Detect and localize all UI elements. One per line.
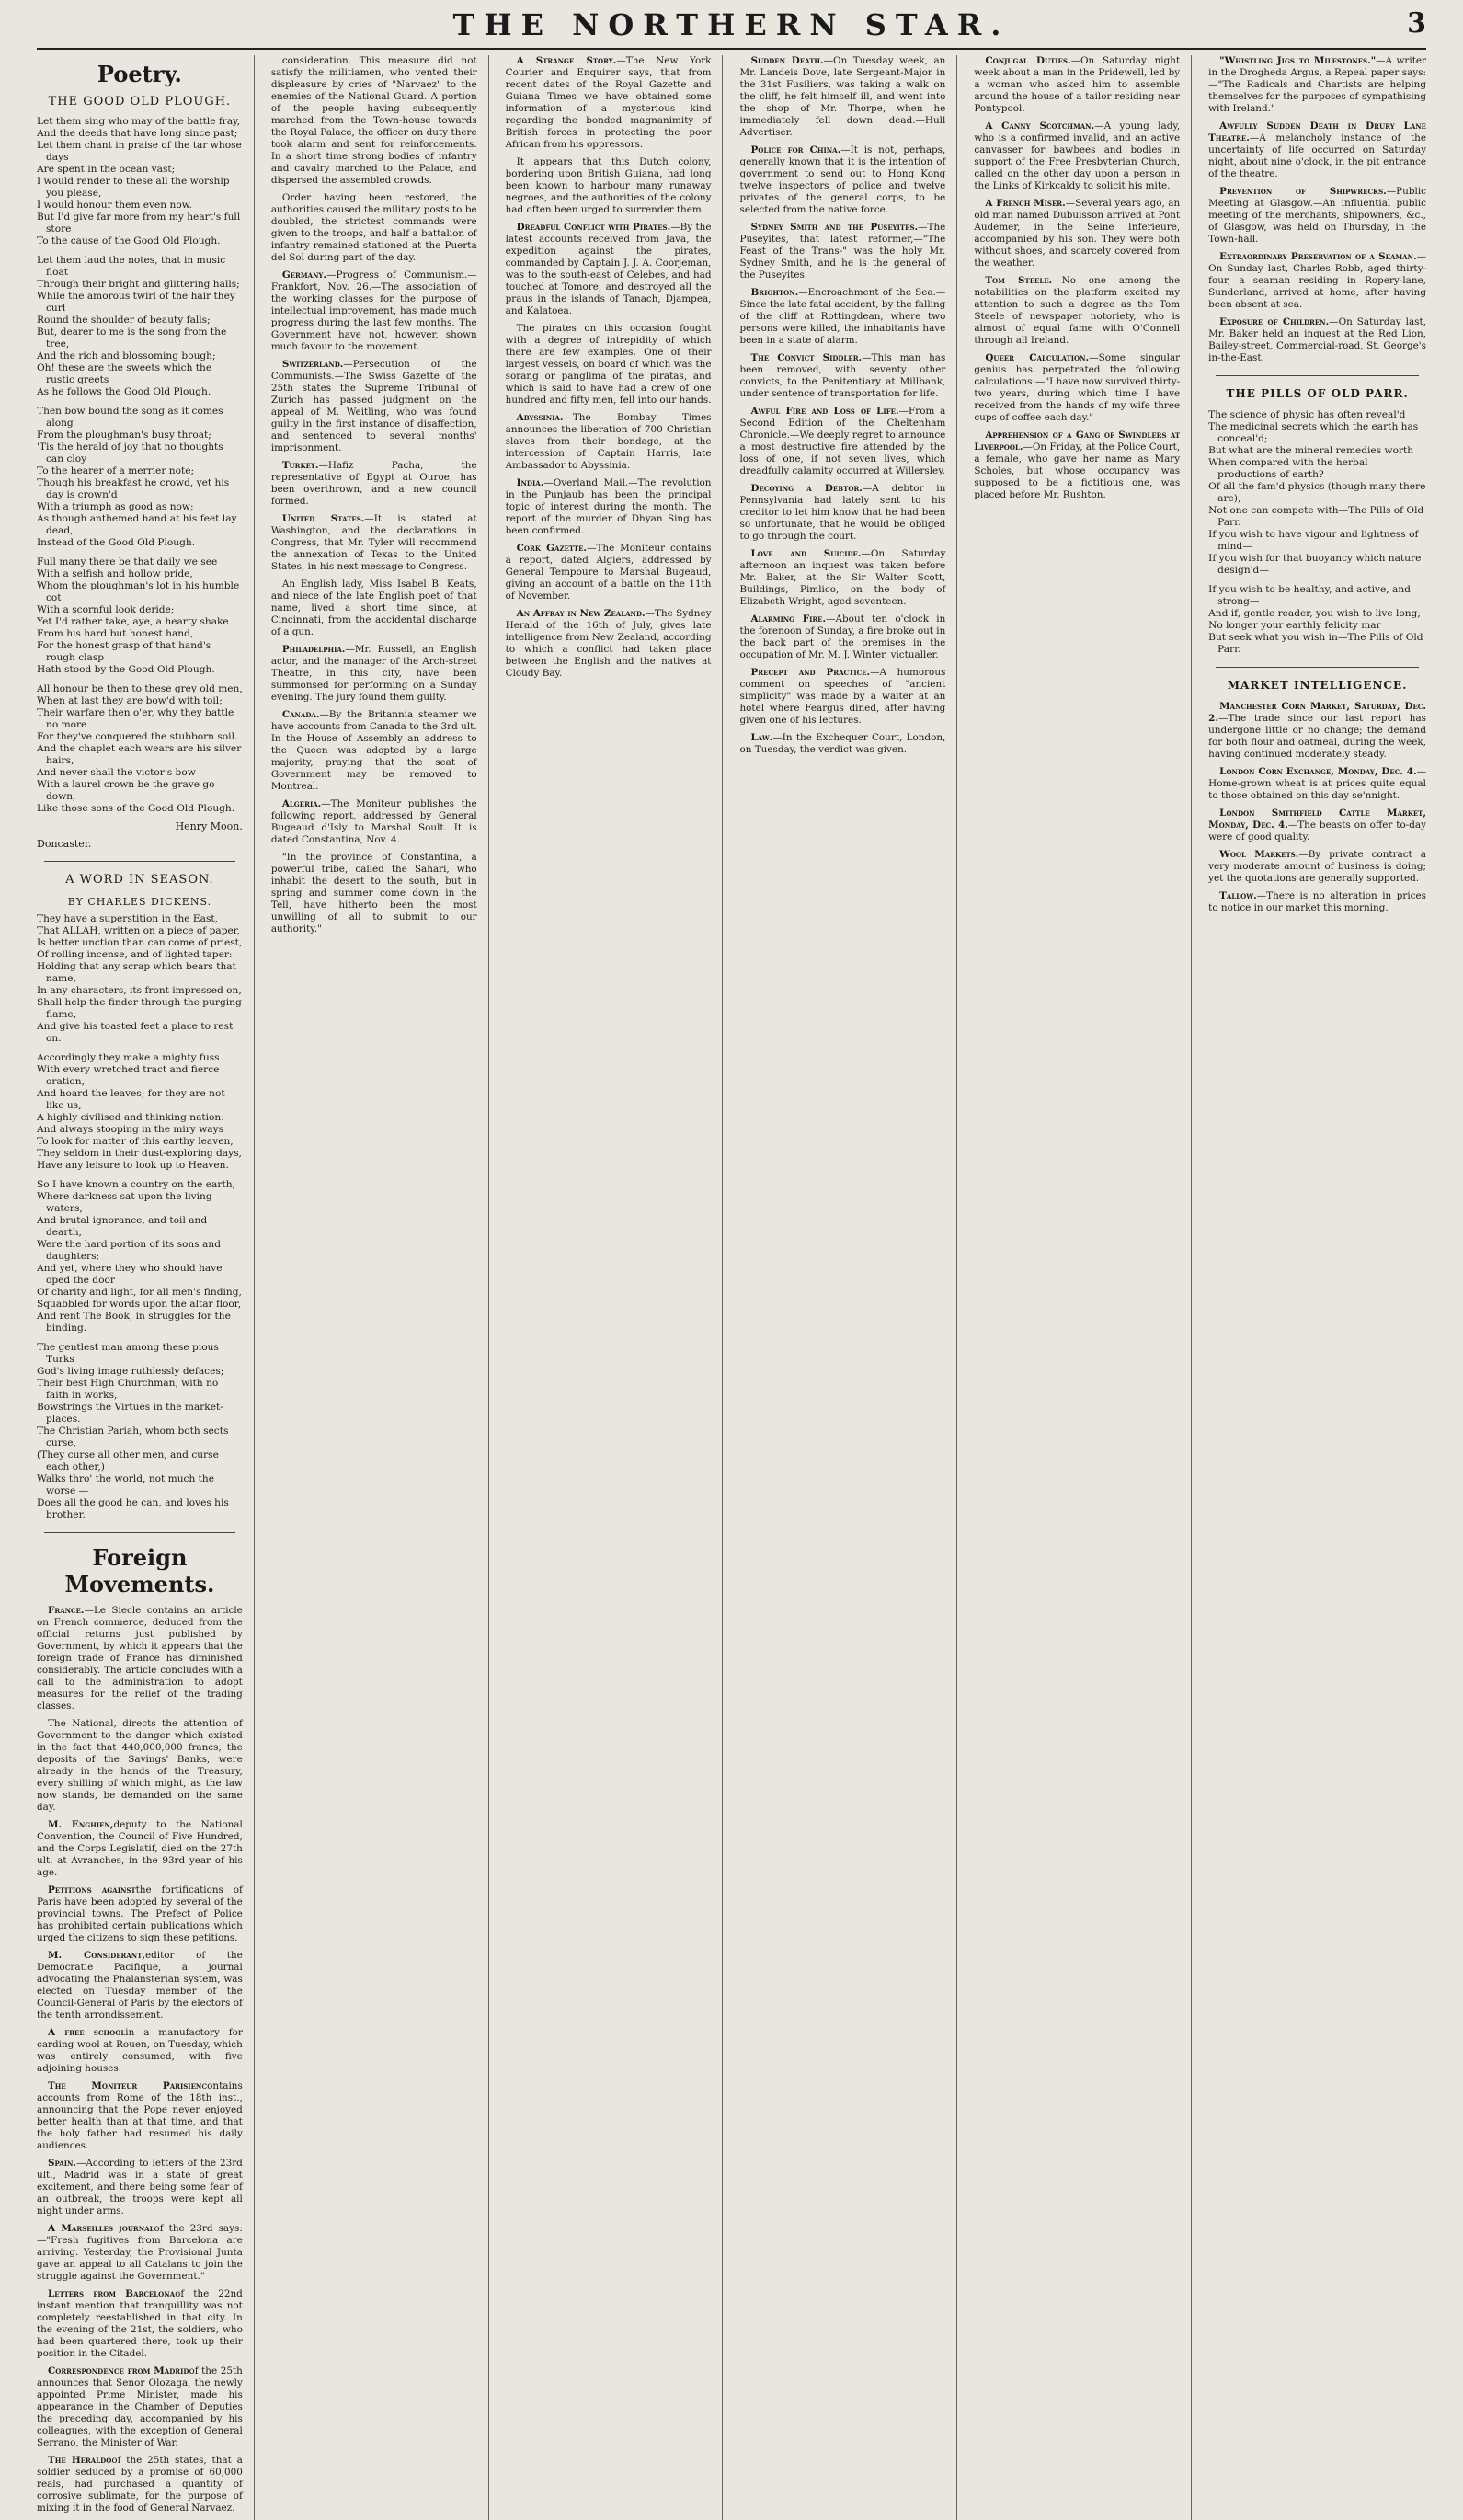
news-paragraph bbox=[974, 275, 1180, 347]
paragraph-lead: Philadelphia. bbox=[281, 644, 346, 655]
news-paragraph bbox=[271, 709, 477, 793]
poem-line: Walks thro' the world, not much the worse — bbox=[37, 1473, 214, 1496]
paragraph-lead: France. bbox=[48, 1605, 85, 1616]
news-paragraph bbox=[739, 483, 945, 543]
poem-line: The science of physic has often reveal'd bbox=[1208, 409, 1406, 420]
news-paragraph bbox=[1208, 808, 1426, 843]
poem-line: Whom the ploughman's lot in his humble cot bbox=[37, 580, 240, 603]
poem-line: Like those sons of the Good Old Plough. bbox=[37, 803, 235, 814]
poem-line: Let them sing who may of the battle fray, bbox=[37, 116, 241, 127]
poem-line: But what are the mineral remedies worth bbox=[1208, 445, 1414, 456]
poem-title: THE GOOD OLD PLOUGH. bbox=[48, 95, 232, 109]
poem-line: To the cause of the Good Old Plough. bbox=[37, 235, 221, 246]
columns bbox=[37, 55, 1426, 2514]
poem-line: No longer your earthly felicity mar bbox=[1208, 620, 1381, 631]
poem-line: As though anthemed hand at his feet lay dead, bbox=[37, 513, 237, 536]
paragraph-lead: London Smithfield Cattle Market, Monday, Dec. 4. bbox=[1208, 808, 1426, 830]
column-4 bbox=[739, 55, 957, 2520]
news-paragraph bbox=[1208, 701, 1426, 761]
poem-line: With every wretched tract and fierce oration, bbox=[37, 1064, 220, 1087]
poem-line: From the ploughman's busy throat; bbox=[37, 430, 211, 441]
poem-body bbox=[37, 116, 243, 815]
poem-line: Let them laud the notes, that in music float bbox=[37, 255, 226, 278]
paragraph-lead: Petitions against bbox=[48, 1884, 136, 1896]
poem-line: The gentlest man among these pious Turks bbox=[37, 1342, 219, 1365]
paragraph-lead: Correspondence from Madrid bbox=[48, 2365, 189, 2377]
paragraph-text: —Persecution of the Communists.—The Swiss Gazette of the 25th states the Supreme Tribunal of Zurich has passed judgment on the appeal of M. Weitling, who was found guilty in the first instance of disaffection, and sentenced to several months' imprisonment. bbox=[270, 359, 477, 453]
paragraph-lead: A free school bbox=[48, 2027, 126, 2038]
paragraph-text: —On Sunday last, Charles Robb, aged thirty-four, a seaman residing in Ropery-lane, Sunderland, arrived at home, after having been absent at sea. bbox=[1208, 251, 1426, 310]
poem-line: And yet, where they who should have oped the door bbox=[37, 1263, 223, 1286]
paragraph-text: —The Puseyites, that latest reformer,—"The Feast of the Trans-" was the holy Mr. Sydney Smith, and he is the general of the Puseyites. bbox=[739, 222, 946, 281]
paragraph-text: contains accounts from Rome of the 18th inst., announcing that the Pope never enjoyed better health than at that time, and that the holy father had resumed his daily audiences. bbox=[37, 2080, 243, 2151]
paragraph-lead: Exposure of Children. bbox=[1219, 316, 1330, 327]
paragraph-text: —It is stated at Washington, and the declarations in Congress, that Mr. Tyler will recommend the annexation of Texas to the United States, in his next message to Congress. bbox=[270, 513, 477, 572]
news-paragraph bbox=[506, 412, 712, 472]
paragraph-lead: Algeria. bbox=[281, 798, 322, 809]
poem-line: And give his toasted feet a place to rest on. bbox=[37, 1021, 234, 1044]
poem-line: Let them chant in praise of the tar whose days bbox=[37, 140, 242, 163]
news-paragraph bbox=[739, 144, 945, 216]
paragraph-text: —On Saturday afternoon an inquest was taken before Mr. Baker, at the Sir Walter Scott, Buildings, Pimlico, on the body of Elizabeth Wright, aged seventeen. bbox=[739, 548, 946, 607]
paragraph-lead: Canada. bbox=[281, 709, 320, 720]
paragraph-text: —Le Siecle contains an article on French commerce, deduced from the official returns just published by Government, by which it appears that the foreign trade of France has diminished considerably. The article concludes with a call to the administration to adopt measures for the relief of the trading classes. bbox=[37, 1605, 243, 1712]
poem-line: And if, gentle reader, you wish to live long; bbox=[1208, 608, 1421, 619]
poem-line: Oh! these are the sweets which the rustic greets bbox=[37, 362, 212, 385]
news-paragraph bbox=[37, 2455, 243, 2514]
poem-line: And brutal ignorance, and toil and dearth, bbox=[37, 1215, 208, 1238]
paragraph-text: —No one among the notabilities on the platform excited my attention to such a degree as the Tom Steele of newspaper notoriety, who is almost of equal fame with O'Connell through all Ireland. bbox=[974, 275, 1181, 346]
poem-line: Though his breakfast he crowd, yet his day is crown'd bbox=[37, 477, 230, 500]
poem-line: But I'd give far more from my heart's full store bbox=[37, 212, 241, 235]
paragraph-text: The National, directs the attention of Government to the danger which existed in the fact that 440,000,000 francs, the deposits of the Savings' Banks, were already in the hands of the Treasury, every shilling of which might, as the law now stands, be demanded on the same day. bbox=[37, 1718, 243, 1813]
poem-line: Bowstrings the Virtues in the market-places. bbox=[37, 1402, 223, 1425]
paragraph-text: —The trade since our last report has undergone little or no change; the demand for both flour and oatmeal, during the week, having continued moderately steady. bbox=[1208, 713, 1426, 760]
paragraph-text: —Hafiz Pacha, the representative of Egypt at Ouroe, has been overthrown, and a new council formed. bbox=[270, 460, 477, 507]
paragraph-lead: Conjugal Duties. bbox=[985, 55, 1071, 66]
news-paragraph bbox=[506, 608, 712, 680]
news-paragraph bbox=[506, 323, 712, 407]
paragraph-text: —The Sydney Herald of the 16th of July, gives late intelligence from New Zealand, according to which a conflict had taken place between the English and the natives at Cloudy Bay. bbox=[505, 608, 712, 679]
paragraph-lead: Sydney Smith and the Puseyites. bbox=[750, 222, 919, 233]
news-paragraph bbox=[974, 120, 1180, 192]
poem-line: While the amorous twirl of the hair they curl bbox=[37, 291, 235, 314]
poem-line: (They curse all other men, and curse each other,) bbox=[37, 1449, 219, 1472]
poem-line: All honour be then to these grey old men, bbox=[37, 683, 243, 694]
paragraph-text: The pirates on this occasion fought with a degree of intrepidity of which there are few examples. One of their largest vessels, on board of which was the sorang or panglima of the piratas, and which is said to have had a crew of one hundred and fifty men, fell into our hands. bbox=[505, 323, 712, 406]
paragraph-lead: A Marseilles journal bbox=[48, 2223, 154, 2234]
poem-line: And always stooping in the miry ways bbox=[37, 1124, 224, 1135]
poem-line: Instead of the Good Old Plough. bbox=[37, 537, 196, 548]
paragraph-lead: A French Miser. bbox=[985, 198, 1066, 209]
news-paragraph bbox=[271, 852, 477, 935]
paragraph-text: of the 23rd says:—"Fresh fugitives from Barcelona are arriving. Yesterday, the Provisional Junta gave an appeal to all Catalans to join the struggle against the Government." bbox=[37, 2223, 243, 2282]
poem-line: But, dearer to me is the song from the tree, bbox=[37, 326, 227, 349]
paragraph-text: —Some singular genius has perpetrated the following calculations:—"I have now survived thirty-two years, during which time I have received from the hands of my wife three cups of coffee each day." bbox=[974, 352, 1181, 423]
column-6 bbox=[1208, 55, 1426, 2520]
paragraph-text: —The Bombay Times announces the liberation of 700 Christian slaves from their bondage, at the intercession of Captain Harris, late Ambassador to Abyssinia. bbox=[505, 412, 712, 471]
poem-body bbox=[37, 913, 243, 1521]
column-5 bbox=[974, 55, 1192, 2520]
poem-line: Shall help the finder through the purging flame, bbox=[37, 997, 242, 1020]
page-number: 3 bbox=[1407, 7, 1426, 40]
news-paragraph bbox=[506, 222, 712, 317]
news-paragraph bbox=[271, 644, 477, 704]
paragraph-text: —On Saturday last, Mr. Baker held an inquest at the Red Lion, Bailey-street, Commercial-road, St. George's in-the-East. bbox=[1208, 316, 1426, 363]
poem-line: To the hearer of a merrier note; bbox=[37, 465, 195, 476]
news-paragraph bbox=[1208, 186, 1426, 246]
paragraph-text: —A debtor in Pennsylvania had lately sent to his creditor to let him know that he had been so unfortunate, that he would be obliged to go through the court. bbox=[739, 483, 946, 542]
poem-line: The Christian Pariah, whom both sects curse, bbox=[37, 1426, 229, 1449]
paragraph-lead: The Convict Siddler. bbox=[750, 352, 863, 363]
news-paragraph bbox=[974, 198, 1180, 269]
paragraph-lead: Extraordinary Preservation of a Seaman. bbox=[1219, 251, 1417, 262]
news-paragraph bbox=[1208, 251, 1426, 311]
poem-line: Is better unction than can come of priest, bbox=[37, 937, 243, 948]
masthead bbox=[37, 7, 1426, 50]
poem-line: Their best High Churchman, with no faith in works, bbox=[37, 1378, 219, 1401]
paragraph-text: —From a Second Edition of the Cheltenham Chronicle.—We deeply regret to announce a most destructive fire attended by the loss of one, if not seven lives, which dreadfully calamity occurred at Willersley. bbox=[739, 406, 946, 476]
news-paragraph bbox=[37, 2288, 243, 2360]
poem-line: Of charity and light, for all men's finding, bbox=[37, 1287, 242, 1298]
news-paragraph bbox=[271, 269, 477, 353]
paragraph-text: —By the Britannia steamer we have accounts from Canada to the 3rd ult. In the House of Assembly an address to the Queen was adopted by a large majority, praying that the seat of Government may be removed to Montreal. bbox=[270, 709, 477, 792]
paragraph-lead: Abyssinia. bbox=[516, 412, 564, 423]
paragraph-text: —The beasts on offer to-day were of good quality. bbox=[1208, 819, 1426, 842]
news-paragraph bbox=[271, 798, 477, 846]
paragraph-lead: Love and Suicide. bbox=[750, 548, 862, 559]
paragraph-lead: The Moniteur Parisien bbox=[48, 2080, 202, 2091]
paragraph-lead: Decoying a Debtor. bbox=[750, 483, 863, 494]
paragraph-text: editor of the Democratie Pacifique, a journal advocating the Phalansterian system, was elected on Tuesday member of the Council-General of Paris by the electors of the tenth arrondissement. bbox=[37, 1950, 243, 2021]
poem-line: And rent The Book, in struggles for the binding. bbox=[37, 1311, 231, 1334]
news-paragraph bbox=[506, 543, 712, 602]
paragraph-lead: Prevention of Shipwrecks. bbox=[1219, 186, 1387, 197]
poem-line: In any characters, its front impressed on, bbox=[37, 985, 242, 996]
paragraph-lead: London Corn Exchange, Monday, Dec. 4. bbox=[1219, 766, 1417, 777]
news-paragraph bbox=[974, 352, 1180, 424]
foreign-section-title: Foreign Movements. bbox=[64, 1544, 215, 1598]
poem-line: Holding that any scrap which bears that name, bbox=[37, 961, 236, 984]
news-paragraph bbox=[37, 2223, 243, 2283]
news-paragraph bbox=[1208, 849, 1426, 885]
pills-poem bbox=[1208, 409, 1426, 656]
poem-line: And the rich and blossoming bough; bbox=[37, 350, 216, 361]
poem-line: That ALLAH, written on a piece of paper, bbox=[37, 925, 241, 936]
divider bbox=[1216, 375, 1419, 376]
news-paragraph bbox=[739, 55, 945, 139]
paragraph-lead: Tom Steele. bbox=[985, 275, 1053, 286]
news-paragraph bbox=[37, 2027, 243, 2075]
poem-line: So I have known a country on the earth, bbox=[37, 1179, 235, 1190]
poem-line: For the honest grasp of that hand's rough clasp bbox=[37, 640, 211, 663]
paragraph-lead: Germany. bbox=[281, 269, 327, 281]
poem-line: And hoard the leaves; for they are not like us, bbox=[37, 1088, 225, 1111]
paragraph-text: —By the latest accounts received from Java, the expedition against the pirates, commanded by Captain J. J. A. Coorjeman, was to the south-east of Celebes, and had touched at Tomore, and destroyed all the praus in the islands of Tanach, Djampea, and Kalatoea. bbox=[505, 222, 712, 316]
paragraph-text: —A writer in the Drogheda Argus, a Repeal paper says:—"The Radicals and Chartists are helping themselves for the purposes of sympathising with Ireland." bbox=[1208, 55, 1426, 114]
paragraph-lead: A Strange Story. bbox=[516, 55, 617, 66]
paragraph-text: —There is no alteration in prices to notice in our market this morning. bbox=[1208, 890, 1426, 913]
paragraph-lead: Spain. bbox=[48, 2158, 76, 2169]
poem-line: God's living image ruthlessly defaces; bbox=[37, 1366, 224, 1377]
poem-line: When at last they are bow'd with toil; bbox=[37, 695, 223, 706]
poem-line: With a scornful look deride; bbox=[37, 604, 175, 615]
poem-author: Henry Moon. bbox=[175, 820, 243, 832]
poem-line: If you wish to have vigour and lightness of mind— bbox=[1208, 529, 1419, 552]
divider bbox=[1216, 667, 1419, 668]
column-3 bbox=[506, 55, 724, 2520]
paragraph-text: —A humorous comment on speeches of "ancient simplicity" was made by a waiter at an hotel where Feargus dined, after having given one of his lectures. bbox=[739, 667, 946, 726]
news-paragraph bbox=[739, 287, 945, 347]
poem-line: If you wish to be healthy, and active, and strong— bbox=[1208, 584, 1411, 607]
paragraph-text: of the 22nd instant mention that tranquillity was not completely reestablished in that city. In the evening of the 21st, the soldiers, who had been quartered there, took up their position in the Citadel. bbox=[37, 2288, 243, 2359]
paragraph-text: consideration. This measure did not satisfy the militiamen, who vented their displeasure by cries of "Narvaez" to the enemies of the National Guard. A portion of the people having subsequently marched from the Town-house towards the Royal Palace, the officer on duty there took alarm and sent for reinforcements. In a short time strong bodies of infantry and cavalry marched to the Palace, and dispersed the assembled crowds. bbox=[270, 55, 477, 186]
news-paragraph bbox=[1208, 120, 1426, 180]
poem-line: Of rolling incense, and of lighted taper: bbox=[37, 949, 233, 960]
news-paragraph bbox=[739, 667, 945, 727]
poem-line: With a triumph as good as now; bbox=[37, 501, 194, 512]
paragraph-text: —Overland Mail.—The revolution in the Punjaub has been the principal topic of interest during the month. The report of the murder of Dhyan Sing has been confirmed. bbox=[505, 477, 712, 536]
paragraph-lead: United States. bbox=[281, 513, 365, 524]
paragraph-lead: Letters from Barcelona bbox=[48, 2288, 176, 2299]
news-paragraph bbox=[37, 1718, 243, 1814]
paragraph-lead: A Canny Scotchman. bbox=[985, 120, 1095, 132]
paragraph-text: "In the province of Constantina, a powerful tribe, called the Sahari, who inhabit the desert to the south, but in spring and summer come down in the Tell, have hitherto been the most unwilling of all to submit to our authority." bbox=[270, 852, 477, 934]
paragraph-lead: Wool Markets. bbox=[1219, 849, 1299, 860]
poem-line: Their warfare then o'er, why they battle no more bbox=[37, 707, 234, 730]
paragraph-lead: Awful Fire and Loss of Life. bbox=[750, 406, 899, 417]
poem-line: As he follows the Good Old Plough. bbox=[37, 386, 211, 397]
paragraph-text: —This man has been removed, with seventy other convicts, to the Penitentiary at Millbank, under sentence of transportation for life. bbox=[739, 352, 946, 399]
market-title: MARKET INTELLIGENCE. bbox=[1227, 679, 1408, 692]
paragraph-lead: Awfully Sudden Death in Drury Lane Theatre. bbox=[1208, 120, 1426, 143]
news-paragraph bbox=[271, 578, 477, 638]
poem-line: With a laurel crown be the grave go down, bbox=[37, 779, 215, 802]
paragraph-text: —Mr. Russell, an English actor, and the manager of the Arch-street Theatre, in this city, have been summonsed for performing on a Sunday evening. The jury found them guilty. bbox=[270, 644, 477, 703]
poem-line: With a selfish and hollow pride, bbox=[37, 568, 193, 579]
paragraph-lead: An Affray in New Zealand. bbox=[516, 608, 646, 619]
paragraph-lead: Manchester Corn Market, Saturday, Dec. 2. bbox=[1208, 701, 1426, 724]
poem-title: A WORD IN SEASON. bbox=[65, 873, 214, 887]
paragraph-text: —On Saturday night week about a man in the Pridewell, led by a woman who asked him to assemble around the house of a tailor residing near Pontypool. bbox=[974, 55, 1181, 114]
poem-line: Are spent in the ocean vast; bbox=[37, 164, 176, 175]
paragraph-text: in a manufactory for carding wool at Rouen, on Tuesday, which was entirely consumed, with five adjoining houses. bbox=[37, 2027, 243, 2074]
news-paragraph bbox=[271, 359, 477, 454]
divider bbox=[44, 1532, 235, 1533]
poem-line: And the deeds that have long since past; bbox=[37, 128, 238, 139]
paragraph-lead: Turkey. bbox=[281, 460, 319, 471]
poem-line: When compared with the herbal productions of earth? bbox=[1208, 457, 1368, 480]
paragraph-text: of the 25th states, that a soldier seduced by a promise of 60,000 reals, had purchased a quantity of corrosive sublimate, for the purpose of mixing it in the food of General Narvaez. bbox=[37, 2455, 243, 2514]
poem-line: But seek what you wish in—The Pills of Old Parr. bbox=[1208, 632, 1423, 655]
news-paragraph bbox=[739, 613, 945, 661]
poem-place: Doncaster. bbox=[37, 838, 92, 850]
news-paragraph bbox=[37, 1884, 243, 1944]
poem-line: And never shall the victor's bow bbox=[37, 767, 196, 778]
paragraph-lead: The Heraldo bbox=[48, 2455, 112, 2466]
paragraph-text: —The New York Courier and Enquirer says, that from recent dates of the Royal Gazette and Guiana Times we have obtained some information of a mysterious kind regarding the bonded magnanimity of British forces in protecting the poor African from his oppressors. bbox=[505, 55, 712, 150]
poem-line: A highly civilised and thinking nation: bbox=[37, 1112, 224, 1123]
paragraph-text: It appears that this Dutch colony, bordering upon British Guiana, had long been known to harbour many runaway negroes, and the authorities of the colony had often been urged to surrender them. bbox=[505, 156, 712, 215]
news-paragraph bbox=[271, 192, 477, 264]
paragraph-text: —Progress of Communism.—Frankfort, Nov. 26.—The association of the working classes for the purpose of intellectual improvement, has made much progress during the last few months. The Government have not, however, shown much favour to the movement. bbox=[270, 269, 477, 352]
paragraph-text: —Home-grown wheat is at prices quite equal to those obtained on this day se'nnight. bbox=[1208, 766, 1426, 801]
paragraph-lead: Precept and Practice. bbox=[750, 667, 871, 678]
news-paragraph bbox=[506, 55, 712, 151]
paragraph-lead: "Whistling Jigs to Milestones." bbox=[1219, 55, 1377, 66]
poem-line: Does all the good he can, and loves his brother. bbox=[37, 1497, 229, 1520]
paragraph-lead: Cork Gazette. bbox=[516, 543, 588, 554]
poem-line: I would honour them even now. bbox=[37, 200, 192, 211]
news-paragraph bbox=[271, 513, 477, 573]
poem-line: Where darkness sat upon the living waters, bbox=[37, 1191, 212, 1214]
news-paragraph bbox=[739, 222, 945, 281]
news-paragraph bbox=[506, 156, 712, 216]
news-paragraph bbox=[739, 732, 945, 756]
paragraph-lead: Brighton. bbox=[750, 287, 799, 298]
divider bbox=[44, 861, 235, 862]
newspaper-title: THE NORTHERN STAR. bbox=[452, 7, 1011, 42]
paragraph-text: the fortifications of Paris have been adopted by several of the provincial towns. The Prefect of Police has prohibited certain publications which urged the citizens to sign these petitions. bbox=[37, 1884, 243, 1943]
paragraph-text: —In the Exchequer Court, London, on Tuesday, the verdict was given. bbox=[739, 732, 946, 755]
poem-line: Yet I'd rather take, aye, a hearty shake bbox=[37, 616, 229, 627]
poem-line: Through their bright and glittering halls; bbox=[37, 279, 240, 290]
poetry-section-title: Poetry. bbox=[97, 61, 182, 87]
paragraph-lead: Law. bbox=[750, 732, 773, 743]
poem-line: Then bow bound the song as it comes along bbox=[37, 406, 223, 429]
paragraph-text: —Public Meeting at Glasgow.—An influential public meeting of the merchants, shipowners, &c., of Glasgow, was held on Thursday, in the Town-hall. bbox=[1208, 186, 1426, 245]
column-1 bbox=[37, 55, 255, 2520]
news-paragraph bbox=[739, 548, 945, 608]
poem-line: Have any leisure to look up to Heaven. bbox=[37, 1160, 229, 1171]
news-paragraph bbox=[37, 1605, 243, 1712]
news-paragraph bbox=[1208, 55, 1426, 115]
paragraph-lead: Police for China. bbox=[750, 144, 841, 155]
news-paragraph bbox=[271, 460, 477, 508]
poem-line: They have a superstition in the East, bbox=[37, 913, 219, 924]
paragraph-text: —On Tuesday week, an Mr. Landeis Dove, late Sergeant-Major in the 31st Fusiliers, was taking a walk on the cliff, he felt himself ill, and went into the shop of Mr. Thorpe, when he immediately fell down dead.—Hull Advertiser. bbox=[739, 55, 946, 138]
paragraph-lead: Sudden Death. bbox=[750, 55, 824, 66]
paragraph-lead: Switzerland. bbox=[281, 359, 344, 370]
paragraph-text: —About ten o'clock in the forenoon of Sunday, a fire broke out in the back part of the premises in the occupation of Mr. M. J. Winter, victualler. bbox=[739, 613, 946, 660]
poem-line: If you wish for that buoyancy which nature design'd— bbox=[1208, 553, 1422, 576]
paragraph-lead: M. Enghien, bbox=[48, 1819, 114, 1830]
poem-line: For they've conquered the stubborn soil. bbox=[37, 731, 238, 742]
news-paragraph bbox=[37, 2365, 243, 2449]
paragraph-text: —By private contract a very moderate amount of business is doing; yet the quotations are generally supported. bbox=[1208, 849, 1426, 884]
paragraph-text: deputy to the National Convention, the Council of Five Hundred, and the Corps Legislatif, died on the 27th ult. at Avranches, in the 93rd year of his age. bbox=[37, 1819, 243, 1878]
news-paragraph bbox=[1208, 890, 1426, 914]
poem-byline: BY CHARLES DICKENS. bbox=[67, 896, 212, 908]
news-paragraph bbox=[739, 352, 945, 400]
poem-line: Not one can compete with—The Pills of Old Parr. bbox=[1208, 505, 1424, 528]
news-paragraph bbox=[37, 2080, 243, 2152]
poem-line: Full many there be that daily we see bbox=[37, 556, 218, 567]
paragraph-lead: M. Considerant, bbox=[48, 1950, 145, 1961]
paragraph-text: —A melancholy instance of the uncertainty of life occurred on Saturday night, about nine o'clock, in the pit entrance of the theatre. bbox=[1208, 132, 1426, 179]
news-paragraph bbox=[506, 477, 712, 537]
paragraph-text: —It is not, perhaps, generally known that it is the intention of government to send out to Hong Kong twelve inspectors of police and twelve privates of the general corps, to be selected from the native force. bbox=[739, 144, 946, 215]
paragraph-text: Order having been restored, the authorities caused the military posts to be doubled, the strictest commands were given to the troops, and half a battalion of infantry remained stationed at the Puerta del Sol during part of the day. bbox=[270, 192, 477, 263]
news-paragraph bbox=[271, 55, 477, 187]
poem-line: From his hard but honest hand, bbox=[37, 628, 194, 639]
paragraph-text: —Encroachment of the Sea.—Since the late fatal accident, by the falling of the cliff at Rottingdean, where two persons were killed, the inhabitants have been in a state of alarm. bbox=[739, 287, 946, 346]
poem-line: To look for matter of this earthy leaven, bbox=[37, 1136, 234, 1147]
paragraph-text: —The Moniteur publishes the following report, addressed by General Bugeaud d'Isly to Marshal Soult. It is dated Constantina, Nov. 4. bbox=[270, 798, 477, 845]
paragraph-lead: Alarming Fire. bbox=[750, 613, 827, 624]
poem-line: Squabbled for words upon the altar floor, bbox=[37, 1299, 242, 1310]
news-paragraph bbox=[37, 1950, 243, 2022]
market-news bbox=[1208, 701, 1426, 914]
paragraph-lead: India. bbox=[516, 477, 544, 488]
paragraph-text: —Several years ago, an old man named Dubuisson arrived at Pont Audemer, in the Seine Inferieure, accompanied by his son. They were both without shoes, and scarcely covered from the weather. bbox=[974, 198, 1181, 269]
poem-line: They seldom in their dust-exploring days, bbox=[37, 1148, 242, 1159]
column-6-news bbox=[1208, 55, 1426, 364]
poem-line: Hath stood by the Good Old Plough. bbox=[37, 664, 215, 675]
news-paragraph bbox=[1208, 316, 1426, 364]
paragraph-text: —The Moniteur contains a report, dated Algiers, addressed by General Tempoure to Marshal Bugeaud, giving an account of a battle on the 11th of November. bbox=[505, 543, 712, 601]
paragraph-text: —A young lady, who is a confirmed invalid, and an active canvasser for bawbees and bodies in support of the Free Presbyterian Church, called on the other day upon a person in the Links of Kirkcaldy to solicit his mite. bbox=[974, 120, 1181, 191]
news-paragraph bbox=[739, 406, 945, 477]
paragraph-lead: Queer Calculation. bbox=[985, 352, 1090, 363]
column-2 bbox=[271, 55, 489, 2520]
news-paragraph bbox=[37, 1819, 243, 1879]
poem-line: 'Tis the herald of joy that no thoughts can cloy bbox=[37, 441, 223, 464]
poem-line: Accordingly they make a mighty fuss bbox=[37, 1052, 220, 1063]
poem-line: Round the shoulder of beauty falls; bbox=[37, 315, 211, 326]
poem-line: The medicinal secrets which the earth has conceal'd; bbox=[1208, 421, 1419, 444]
paragraph-text: An English lady, Miss Isabel B. Keats, and niece of the late English poet of that name, lived a short time since, at Cincinnati, from the accidental discharge of a gun. bbox=[270, 578, 477, 637]
news-paragraph bbox=[974, 55, 1180, 115]
poem-line: And the chaplet each wears are his silver hairs, bbox=[37, 743, 242, 766]
paragraph-text: —According to letters of the 23rd ult., Madrid was in a state of great excitement, and there being some fear of an outbreak, the troops were kept all night under arms. bbox=[37, 2158, 243, 2216]
paragraph-lead: Dreadful Conflict with Pirates. bbox=[516, 222, 671, 233]
paragraph-text: of the 25th announces that Senor Olozaga, the newly appointed Prime Minister, made his appearance in the Chamber of Deputies the preceding day, accompanied by his colleagues, with the exception of General Serrano, the Minister of War. bbox=[37, 2365, 243, 2448]
news-paragraph bbox=[974, 430, 1180, 501]
news-paragraph bbox=[37, 2158, 243, 2217]
poem-line: Were the hard portion of its sons and daughters; bbox=[37, 1239, 221, 1262]
paragraph-lead: Apprehension of a Gang of Swindlers at Liverpool. bbox=[974, 430, 1181, 452]
paragraph-text: —On Friday, at the Police Court, a female, who gave her name as Mary Scholes, but whose occupancy was supposed to be a fictitious one, was placed before Mr. Rushton. bbox=[974, 441, 1181, 500]
foreign-news bbox=[37, 1605, 243, 2514]
poem-line: I would render to these all the worship you please, bbox=[37, 176, 230, 199]
poem-line: Of all the fam'd physics (though many there are), bbox=[1208, 481, 1426, 504]
news-paragraph bbox=[1208, 766, 1426, 802]
pills-title: THE PILLS OF OLD PARR. bbox=[1226, 387, 1409, 400]
paragraph-lead: Tallow. bbox=[1219, 890, 1257, 901]
